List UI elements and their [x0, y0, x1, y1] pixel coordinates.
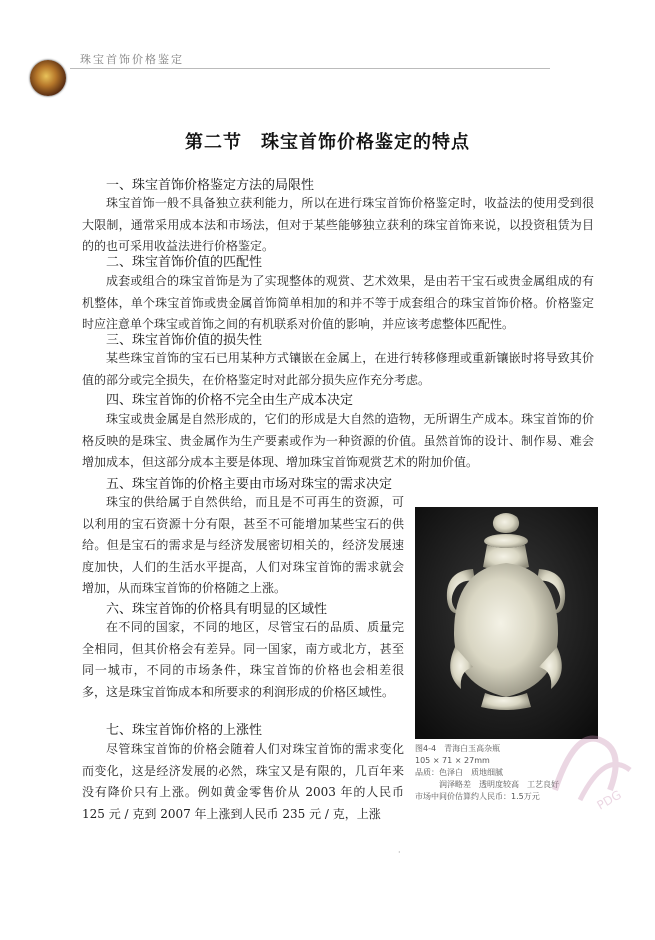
heading-5: 五、珠宝首饰的价格主要由市场对珠宝的需求决定: [106, 477, 393, 492]
paragraph-4: 珠宝或贵金属是自然形成的，它们的形成是大自然的造物，无所谓生产成本。珠宝首饰的价格反映的是珠宝、贵金属作为生产要素或作为一种资源的价值。虽然首饰的设计、制作易、难会增加成本，但这部分成本主要是体现、增加珠宝首饰观赏艺术的附加价值。: [82, 412, 594, 469]
paragraph-2: 成套或组合的珠宝首饰是为了实现整体的观赏、艺术效果，是由若干宝石或贵金属组成的有机整体，单个珠宝首饰或贵金属首饰简单相加的和并不等于成套组合的珠宝首饰价格。价格鉴定时应注意单个珠宝或首饰之间的有机联系对价值的影响，并应该考虑整体匹配性。: [82, 274, 594, 331]
section-title: 第二节 珠宝首饰价格鉴定的特点: [185, 132, 470, 153]
paragraph-1: 珠宝首饰一般不具备独立获利能力，所以在进行珠宝首饰价格鉴定时，收益法的使用受到很大限制，通常采用成本法和市场法，但对于某些能够独立获利的珠宝首饰来说，以投资租赁为目的的也可采用收益法进行价格鉴定。: [82, 196, 594, 253]
heading-1: 一、珠宝首饰价格鉴定方法的局限性: [106, 178, 315, 193]
header-divider: [70, 68, 550, 69]
caption-quality: 品质：色泽白 质地细腻: [415, 768, 503, 777]
caption-price: 市场中间价估算约人民币：1.5万元: [415, 792, 540, 801]
pdg-watermark-icon: [540, 710, 650, 820]
heading-3: 三、珠宝首饰价值的损失性: [106, 333, 263, 348]
header-logo-icon: [30, 60, 66, 96]
jade-vase-illustration: [415, 507, 598, 739]
paragraph-7: 尽管珠宝首饰的价格会随着人们对珠宝首饰的需求变化而变化，这是经济发展的必然，珠宝又是有限的，几百年来没有降价只有上涨。例如黄金零售价从 2003 年的人民币 125 元 / 克到 2007 年上涨到人民币 235 元 / 克，上涨: [82, 742, 404, 821]
paragraph-6: 在不同的国家，不同的地区，尽管宝石的品质、质量完全相同，但其价格会有差异。同一国家，南方或北方，甚至同一城市，不同的市场条件，珠宝首饰的价格也会相差很多，这是珠宝首饰成本和所要求的利润形成的价格区域性。: [82, 620, 404, 699]
caption-dimensions: 105 × 71 × 27mm: [415, 756, 490, 765]
caption-craft: 润泽略差 透明度较高 工艺良好: [439, 780, 559, 789]
heading-2: 二、珠宝首饰价值的匹配性: [106, 255, 263, 270]
watermark-label: PDG: [594, 787, 624, 813]
caption-title: 图4-4 青海白玉高杂瓶: [415, 744, 501, 753]
heading-4: 四、珠宝首饰的价格不完全由生产成本决定: [106, 393, 354, 408]
jade-vase-photo: [415, 507, 598, 739]
running-header-title: 珠宝首饰价格鉴定: [80, 53, 184, 66]
paragraph-3: 某些珠宝首饰的宝石已用某种方式镶嵌在金属上，在进行转移修理或重新镶嵌时将导致其价值的部分或完全损失，在价格鉴定时对此部分损失应作充分考虑。: [82, 351, 594, 387]
heading-7: 七、珠宝首饰价格的上涨性: [106, 723, 263, 738]
paragraph-5: 珠宝的供给属于自然供给，而且是不可再生的资源，可以利用的宝石资源十分有限，甚至不可能增加某些宝石的供给。但是宝石的需求是与经济发展密切相关的，经济发展速度加快，人们的生活水平提高，人们对珠宝首饰的需求就会增加，从而珠宝首饰的价格随之上涨。: [82, 495, 404, 595]
page-mark: ·: [398, 848, 401, 857]
heading-6: 六、珠宝首饰的价格具有明显的区域性: [106, 602, 328, 617]
